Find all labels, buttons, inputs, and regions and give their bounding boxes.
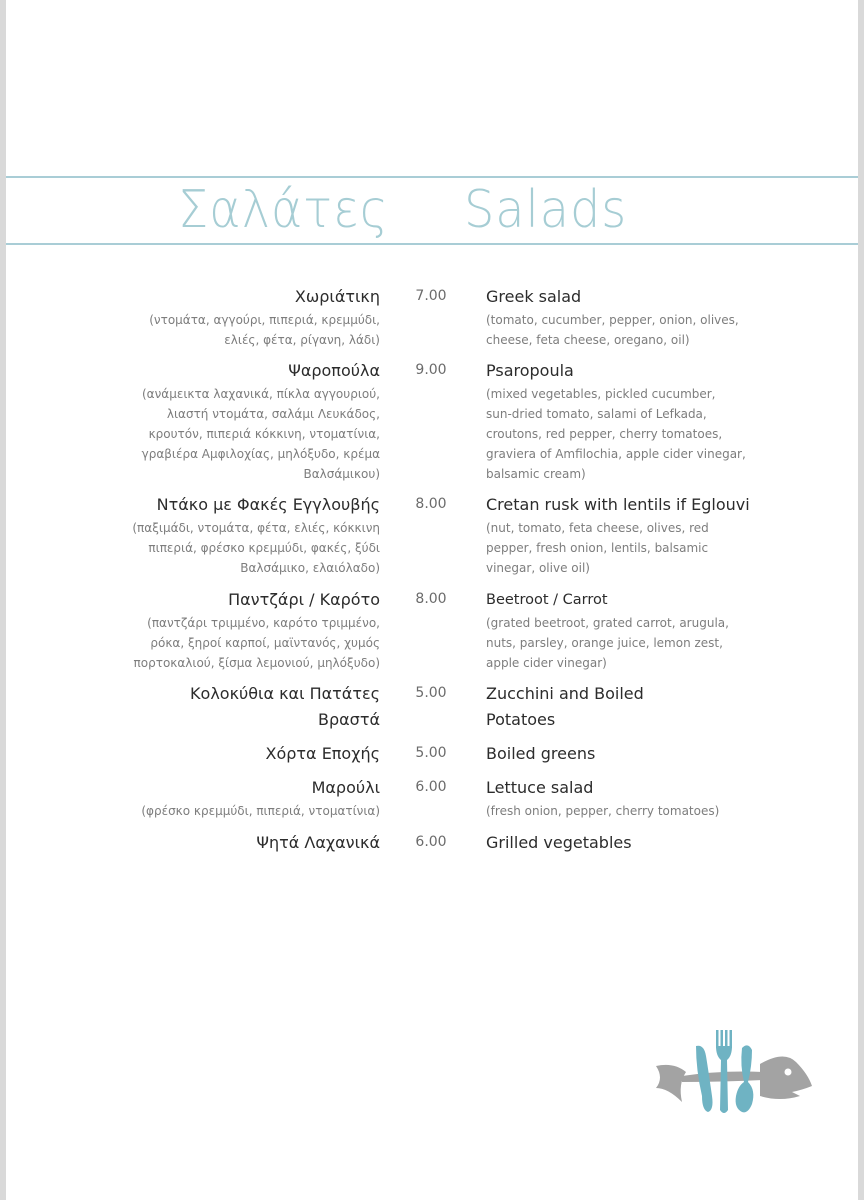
item-name-english: Boiled greens <box>486 744 596 763</box>
item-name-english-line2: Potatoes <box>486 710 556 729</box>
desc-line: πιπεριά, φρέσκο κρεμμύδι, φακές, ξύδι <box>148 541 380 555</box>
item-desc-greek <box>60 384 380 484</box>
desc-line: (mixed vegetables, pickled cucumber, <box>486 387 716 401</box>
desc-line: (παξιμάδι, ντομάτα, φέτα, ελιές, κόκκινη <box>132 521 380 535</box>
item-price: 8.00 <box>415 496 447 512</box>
desc-line: sun-dried tomato, salami of Lefkada, <box>486 407 707 421</box>
item-name-greek: Χωριάτικη <box>294 287 380 306</box>
desc-line: (ντομάτα, αγγούρι, πιπεριά, κρεμμύδι, <box>149 313 380 327</box>
item-name-greek: Κολοκύθια και Πατάτες <box>190 684 380 703</box>
desc-line: apple cider vinegar) <box>486 656 607 670</box>
item-name-english: Lettuce salad <box>486 778 594 797</box>
item-name-greek-line2: Βραστά <box>318 710 380 729</box>
desc-line: κρουτόν, πιπεριά κόκκινη, ντοματίνια, <box>148 427 380 441</box>
desc-line: (grated beetroot, grated carrot, arugula, <box>486 616 729 630</box>
header-bottom-rule <box>6 243 858 245</box>
desc-line: ρόκα, ξηροί καρποί, μαϊντανός, χυμός <box>150 636 380 650</box>
item-price: 9.00 <box>415 362 447 378</box>
item-price: 7.00 <box>415 288 447 304</box>
item-desc-english <box>486 310 766 350</box>
item-desc-english <box>486 613 766 673</box>
desc-line: (ανάμεικτα λαχανικά, πίκλα αγγουριού, <box>142 387 380 401</box>
title-english: Salads <box>464 180 628 240</box>
item-name-greek: Ψαροπούλα <box>288 361 380 380</box>
item-desc-english <box>486 518 766 578</box>
item-price: 6.00 <box>415 779 447 795</box>
desc-line: (παντζάρι τριμμένο, καρότο τριμμένο, <box>147 616 380 630</box>
desc-line: πορτοκαλιού, ξίσμα λεμονιού, μηλόξυδο) <box>133 656 380 670</box>
item-name-english: Grilled vegetables <box>486 833 632 852</box>
item-name-english: Zucchini and Boiled <box>486 684 644 703</box>
desc-line: Βαλσάμικου) <box>303 467 380 481</box>
item-name-greek: Παντζάρι / Καρότο <box>228 590 380 609</box>
desc-line: (fresh onion, pepper, cherry tomatoes) <box>486 804 720 818</box>
item-price: 8.00 <box>415 591 447 607</box>
desc-line: Βαλσάμικο, ελαιόλαδο) <box>240 561 380 575</box>
desc-line: croutons, red pepper, cherry tomatoes, <box>486 427 723 441</box>
item-price: 6.00 <box>415 834 447 850</box>
header-top-rule <box>6 176 858 178</box>
item-name-english: Psaropoula <box>486 361 574 380</box>
desc-line: nuts, parsley, orange juice, lemon zest, <box>486 636 723 650</box>
item-name-english: Beetroot / Carrot <box>486 592 608 608</box>
item-price: 5.00 <box>415 745 447 761</box>
desc-line: (nut, tomato, feta cheese, olives, red <box>486 521 709 535</box>
item-desc-greek <box>60 518 380 578</box>
desc-line: vinegar, olive oil) <box>486 561 590 575</box>
desc-line: (φρέσκο κρεμμύδι, πιπεριά, ντοματίνια) <box>141 804 380 818</box>
desc-line: (tomato, cucumber, pepper, onion, olives, <box>486 313 739 327</box>
item-name-greek: Ντάκο με Φακές Εγγλουβής <box>156 495 380 514</box>
desc-line: graviera of Amfilochia, apple cider vinegar, <box>486 447 746 461</box>
item-name-greek: Ψητά Λαχανικά <box>256 833 380 852</box>
item-name-greek: Μαρούλι <box>311 778 380 797</box>
item-desc-english <box>486 384 766 484</box>
item-desc-greek <box>60 801 380 821</box>
item-name-english: Greek salad <box>486 287 582 306</box>
item-desc-english <box>486 801 766 821</box>
desc-line: ελιές, φέτα, ρίγανη, λάδι) <box>224 333 380 347</box>
desc-line: λιαστή ντομάτα, σαλάμι Λευκάδος, <box>166 407 380 421</box>
desc-line: γραβιέρα Αμφιλοχίας, μηλόξυδο, κρέμα <box>141 447 380 461</box>
fish-with-cutlery-logo-icon <box>652 1026 816 1122</box>
desc-line: pepper, fresh onion, lentils, balsamic <box>486 541 709 555</box>
desc-line: balsamic cream) <box>486 467 586 481</box>
menu-page <box>6 0 858 1200</box>
item-name-greek: Χόρτα Εποχής <box>265 744 380 763</box>
item-desc-greek <box>60 310 380 350</box>
item-desc-greek <box>60 613 380 673</box>
item-name-english: Cretan rusk with lentils if Eglouvi <box>486 495 750 514</box>
title-greek: Σαλάτες <box>178 180 389 240</box>
item-price: 5.00 <box>415 685 447 701</box>
desc-line: cheese, feta cheese, oregano, oil) <box>486 333 690 347</box>
